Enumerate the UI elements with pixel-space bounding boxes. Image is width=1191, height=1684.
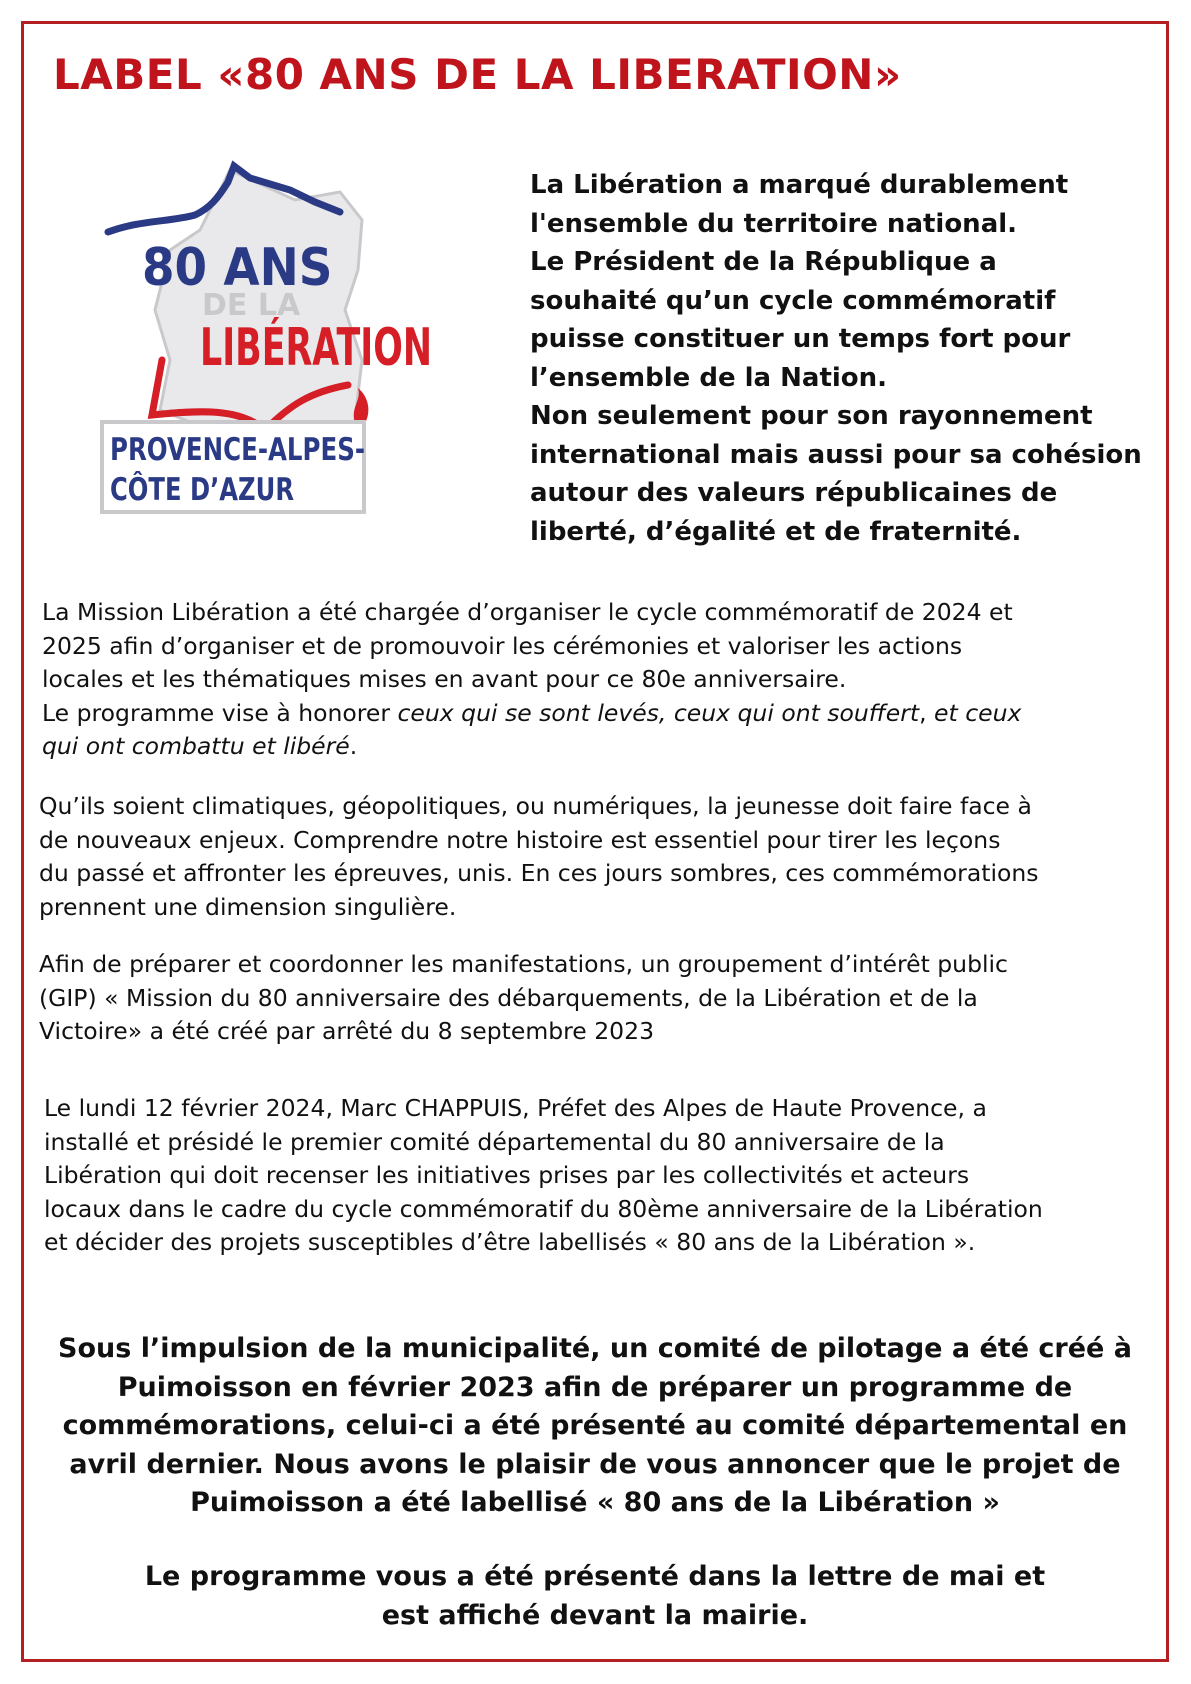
page-title: LABEL «80 ANS DE LA LIBERATION» — [53, 50, 902, 99]
intro-line: souhaité qu’un cycle commémoratif — [530, 285, 1056, 316]
logo-region-line1: PROVENCE-ALPES- — [110, 432, 365, 468]
paragraph-line: locales et les thématiques mises en avant pour ce 80e anniversaire. — [42, 665, 847, 693]
intro-line: liberté, d’égalité et de fraternité. — [530, 516, 1022, 547]
paragraph-line: du passé et affronter les épreuves, unis. En ces jours sombres, ces commémorations — [39, 859, 1039, 887]
liberation-80-logo — [100, 160, 547, 560]
paragraph-line: Qu’ils soient climatiques, géopolitiques, ou numériques, la jeunesse doit faire face à — [39, 792, 1032, 820]
paragraph-line: de nouveaux enjeux. Comprendre notre histoire est essentiel pour tirer les leçons — [39, 825, 1001, 854]
paragraph-line: Victoire» a été créé par arrêté du 8 septembre 2023 — [39, 1017, 655, 1045]
italic-text: ceux qui se sont levés, ceux qui ont souffert — [397, 698, 920, 727]
intro-paragraph — [530, 166, 1160, 551]
logo-de-la: DE LA — [202, 288, 301, 323]
prefet-paragraph — [44, 1092, 1043, 1260]
gip-paragraph — [39, 948, 1008, 1049]
paragraph-line: Afin de préparer et coordonner les manifestations, un groupement d’intérêt public — [39, 950, 1008, 978]
paragraph-line: Sous l’impulsion de la municipalité, un comité de pilotage a été créé à — [58, 1333, 1132, 1364]
paragraph-line: Puimoisson a été labellisé « 80 ans de la Libération » — [190, 1487, 1000, 1518]
italic-text: et ceux — [934, 698, 1022, 727]
paragraph-line: Libération qui doit recenser les initiatives prises par les collectivités et acteurs — [44, 1161, 970, 1189]
paragraph-line: et décider des projets susceptibles d’être labellisés « 80 ans de la Libération ». — [44, 1228, 976, 1256]
paragraph-line: Puimoisson en février 2023 afin de préparer un programme de — [117, 1371, 1073, 1403]
paragraph-line: La Mission Libération a été chargée d’organiser le cycle commémoratif de 2024 et — [42, 598, 1013, 626]
logo-80-ans: 80 ANS — [142, 238, 333, 298]
logo-liberation: LIBÉRATION — [200, 318, 547, 378]
paragraph-line: Le programme vous a été présenté dans la lettre de mai et — [144, 1561, 1046, 1592]
intro-line: puisse constituer un temps fort pour — [530, 324, 1071, 354]
paragraph-line: installé et présidé le premier comité départemental du 80 anniversaire de la — [44, 1127, 945, 1156]
paragraph-line: avril dernier. Nous avons le plaisir de vous annoncer que le projet de — [69, 1448, 1121, 1480]
intro-line: autour des valeurs républicaines de — [530, 478, 1058, 508]
logo-region-line2: CÔTE D’AZUR — [110, 472, 346, 508]
paragraph-line: prennent une dimension singulière. — [39, 892, 457, 921]
intro-line: international mais aussi pour sa cohésion — [530, 439, 1142, 470]
paragraph-line: 2025 afin d’organiser et de promouvoir les cérémonies et valoriser les actions — [42, 631, 963, 660]
paragraph-line: Le lundi 12 février 2024, Marc CHAPPUIS, Préfet des Alpes de Haute Provence, a — [44, 1094, 987, 1122]
programme-paragraph — [30, 1558, 1160, 1635]
paragraph-line — [42, 697, 1021, 731]
intro-line: Le Président de la République a — [530, 247, 997, 277]
intro-line: l'ensemble du territoire national. — [530, 208, 1018, 239]
paragraph-line: commémorations, celui-ci a été présenté au comité départemental en — [62, 1410, 1128, 1441]
text-span: . — [349, 732, 358, 760]
youth-paragraph — [39, 790, 1039, 924]
intro-line: l’ensemble de la Nation. — [530, 362, 888, 393]
italic-text: qui ont combattu et libéré — [42, 732, 350, 760]
intro-line: La Libération a marqué durablement — [530, 170, 1069, 200]
paragraph-line: (GIP) « Mission du 80 anniversaire des débarquements, de la Libération et de la — [39, 983, 978, 1012]
paragraph-line: est affiché devant la mairie. — [381, 1599, 809, 1631]
intro-line: Non seulement pour son rayonnement — [530, 401, 1093, 431]
paragraph-line: locaux dans le cadre du cycle commémoratif du 80ème anniversaire de la Libération — [44, 1194, 1043, 1223]
mission-paragraph — [42, 596, 1021, 764]
puimoisson-paragraph — [30, 1330, 1160, 1523]
paragraph-line — [42, 730, 1021, 764]
text-span: , — [919, 698, 935, 727]
text-span: Le programme vise à honorer — [42, 698, 398, 727]
